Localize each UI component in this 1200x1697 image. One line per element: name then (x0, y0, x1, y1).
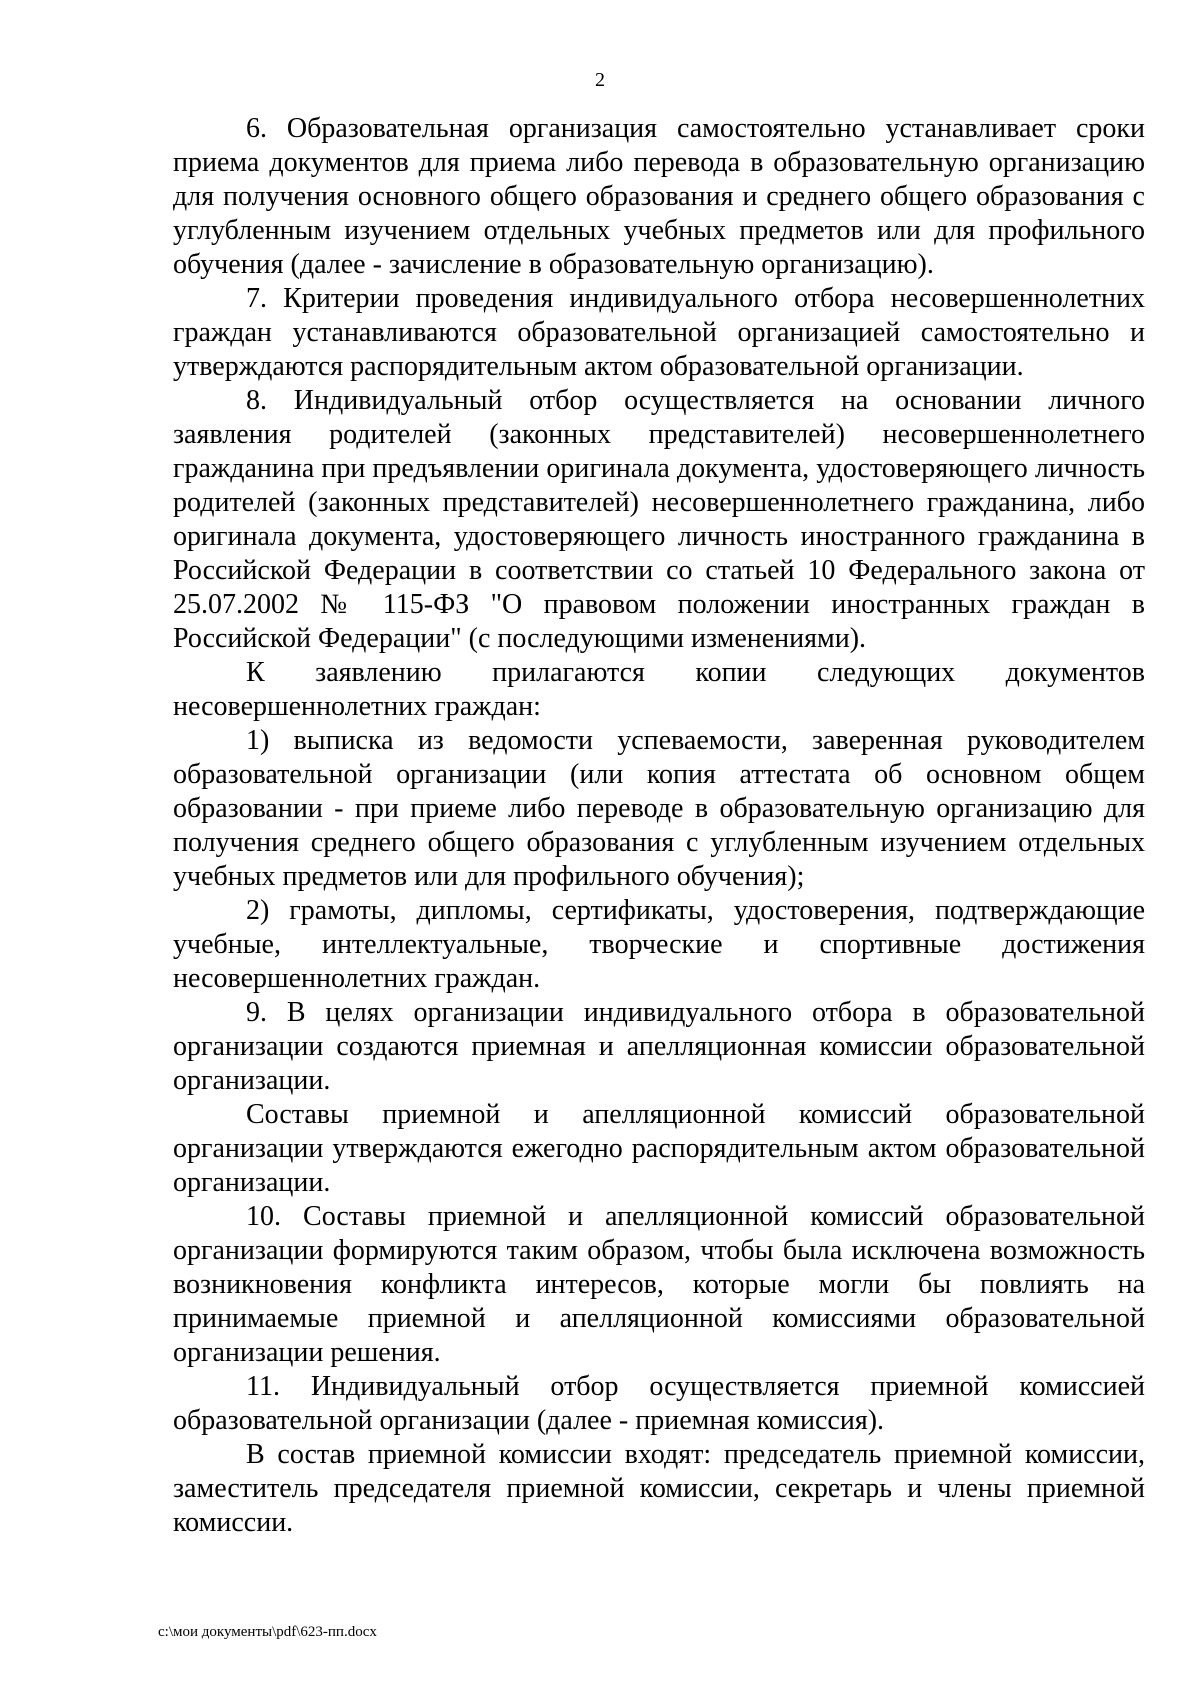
document-body (173, 112, 1145, 1540)
paragraph-attachment-2: 2) грамоты, дипломы, сертификаты, удостоверения, подтверждающие учебные, интеллектуальные, творческие и спортивные достижения несовершеннолетних граждан. (173, 895, 1145, 994)
paragraph-9-commission-composition: Составы приемной и апелляционной комиссий образовательной организации утверждаются ежегодно распорядительным актом образовательной организации. (173, 1099, 1145, 1198)
paragraph-10: 10. Составы приемной и апелляционной комиссий образовательной организации формируются таким образом, чтобы была исключена возможность возникновения конфликта интересов, которые могли бы повлиять на принимаемые приемной и апелляционной комиссиями образовательной организации решения. (173, 1201, 1145, 1368)
footer-file-path: c:\мои документы\pdf\623-пп.docx (158, 1624, 377, 1640)
paragraph-7: 7. Критерии проведения индивидуального отбора несовершеннолетних граждан устанавливаются образовательной организацией самостоятельно и утверждаются распорядительным актом образовательной организации. (173, 283, 1145, 382)
page-number: 2 (595, 69, 605, 91)
paragraph-11: 11. Индивидуальный отбор осуществляется приемной комиссией образовательной организации (далее - приемная комиссия). (173, 1371, 1145, 1436)
paragraph-attachments-intro: К заявлению прилагаются копии следующих документов несовершеннолетних граждан: (173, 657, 1145, 722)
paragraph-11-commission-members: В состав приемной комиссии входят: председатель приемной комиссии, заместитель председателя приемной комиссии, секретарь и члены приемной комиссии. (173, 1439, 1145, 1538)
paragraph-attachment-1: 1) выписка из ведомости успеваемости, заверенная руководителем образовательной организации (или копия аттестата об основном общем образовании - при приеме либо переводе в образовательную организацию для получения среднего общего образования с углубленным изучением отдельных учебных предметов или для профильного обучения); (173, 725, 1145, 892)
paragraph-6: 6. Образовательная организация самостоятельно устанавливает сроки приема документов для приема либо перевода в образовательную организацию для получения основного общего образования и среднего общего образования с углубленным изучением отдельных учебных предметов или для профильного обучения (далее - зачисление в образовательную организацию). (173, 113, 1145, 280)
paragraph-9: 9. В целях организации индивидуального отбора в образовательной организации создаются приемная и апелляционная комиссии образовательной организации. (173, 997, 1145, 1096)
paragraph-8: 8. Индивидуальный отбор осуществляется на основании личного заявления родителей (законных представителей) несовершеннолетнего гражданина при предъявлении оригинала документа, удостоверяющего личность родителей (законных представителей) несовершеннолетнего гражданина, либо оригинала документа, удостоверяющего личность иностранного гражданина в Российской Федерации в соответствии со статьей 10 Федерального закона от 25.07.2002 № 115-ФЗ "О правовом положении иностранных граждан в Российской Федерации" (с последующими изменениями). (173, 385, 1145, 654)
